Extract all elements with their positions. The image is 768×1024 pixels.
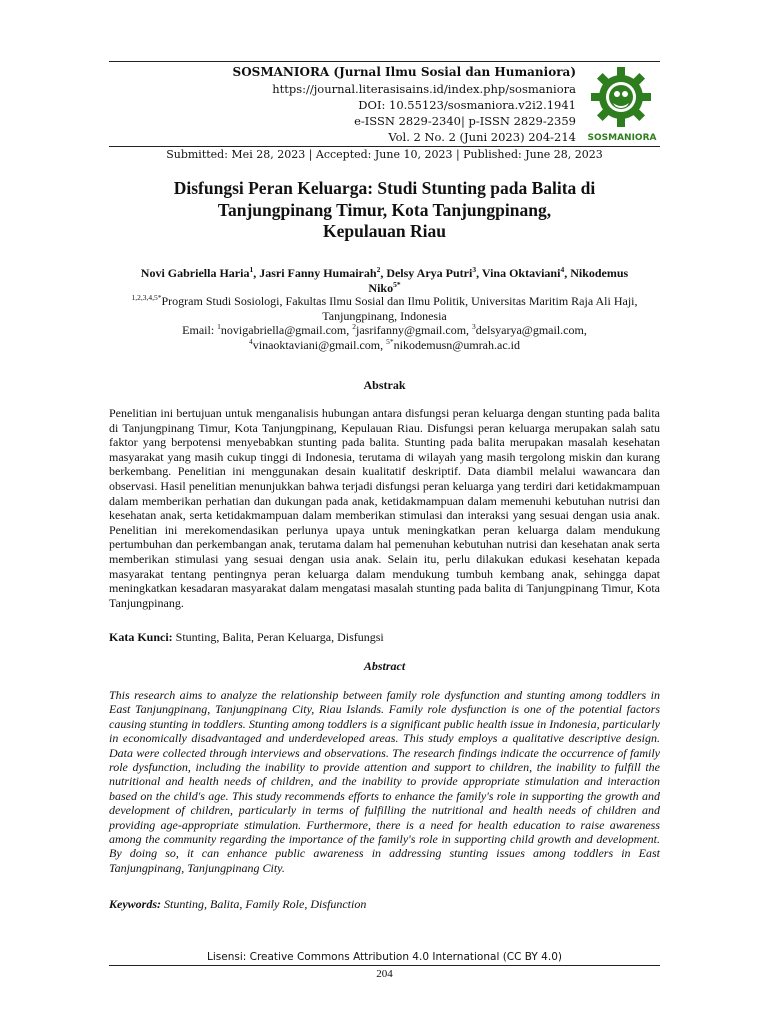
author-1: Novi Gabriella Haria (140, 266, 250, 280)
abstrak-body: Penelitian ini bertujuan untuk menganalisis hubungan antara disfungsi peran keluarga dengan stunting pada balita di Tanjungpinang Timur, Kota Tanjungpinang, Kepulauan Riau. Disfungsi peran keluarga merupakan salah satu faktor yang berpotensi menyebabkan stunting pada balita. Stunting pada balita merupakan masalah kesehatan masyarakat yang masih cukup tinggi di Indonesia, terutama di wilayah yang masih tergolong miskin dan kurang berkembang. Penelitian ini menggunakan desain kualitatif deskriptif. Data diambil melalui wawancara dan observasi. Hasil penelitian menunjukkan bahwa terjadi disfungsi peran keluarga yang terdiri dari ketidakmampuan dalam memberikan perhatian dan dukungan pada anak, ketidakmampuan dalam memenuhi kebutuhan nutrisi dan kesehatan anak, serta ketidakmampuan dalam memberikan stimulasi dan interaksi yang sesuai dengan usia anak. Penelitian ini merekomendasikan perlunya upaya untuk meningkatkan peran keluarga dalam mendukung pertumbuhan dan perkembangan anak, terutama dalam hal pemenuhan kebutuhan nutrisi dan kesehatan anak serta memberikan stimulasi yang sesuai dengan usia anak. Selain itu, perlu dilakukan edukasi kesehatan kepada masyarakat tentang pentingnya peran keluarga dalam mendukung tumbuh kembang anak, sehingga dapat meningkatkan kesadaran masyarakat dalam mengatasi masalah stunting pada balita di Tanjungpinang Timur, Kota Tanjungpinang. (109, 406, 660, 610)
author-4: Vina Oktaviani (481, 266, 561, 280)
svg-text:SOSMANIORA: SOSMANIORA (587, 133, 657, 143)
footer-rule (109, 965, 660, 966)
email-1[interactable]: novigabriella@gmail.com, (220, 323, 353, 337)
header-top-rule (109, 61, 660, 62)
author-2: Jasri Fanny Humairah (259, 266, 377, 280)
submission-dates: Submitted: Mei 28, 2023 | Accepted: June 10, 2023 | Published: June 28, 2023 (166, 148, 603, 161)
license-note: Lisensi: Creative Commons Attribution 4.0 International (CC BY 4.0) (207, 951, 562, 963)
page-number: 204 (376, 968, 393, 980)
journal-volume: Vol. 2 No. 2 (Juni 2023) 204-214 (388, 130, 576, 144)
journal-issn: e-ISSN 2829-2340| p-ISSN 2829-2359 (354, 114, 576, 128)
abstract-body: This research aims to analyze the relationship between family role dysfunction and stunting among toddlers in East Tanjungpinang, Tanjungpinang City, Riau Islands. Family role dysfunction is one of the potential factors causing stunting in toddlers. Stunting among toddlers is a significant public health issue in Indonesia, particularly in economically disadvantaged and underdeveloped areas. This study employs a qualitative descriptive design. Data were collected through interviews and observations. The research findings indicate the occurrence of family role dysfunction, including the inability to provide attention and support to children, the inability to fulfill the nutritional and health needs of children, and the inability to provide appropriate stimulation and interaction based on the child's age. This study recommends efforts to enhance the family's role in supporting the growth and development of children, particularly in terms of fulfilling the nutritional and health needs of children and providing age-appropriate stimulation. Furthermore, there is a need for health education to raise awareness among the community regarding the importance of the family's role in supporting child growth and development. By doing so, it can enhance public awareness in addressing stunting issues among toddlers in East Tanjungpinang, Tanjungpinang City. (109, 688, 660, 875)
sosmaniora-logo (584, 64, 660, 148)
journal-name: SOSMANIORA (Jurnal Ilmu Sosial dan Humaniora) (232, 65, 576, 79)
author-3: Delsy Arya Putri (386, 266, 473, 280)
header-bottom-rule (109, 146, 660, 147)
affiliation: $^{1,2,3,4,5*}$Program Studi Sosiologi, Fakultas Ilmu Sosial dan Ilmu Politik, Universitas Maritim Raja Ali Haji, Tanjungpinang, Indonesia (131, 293, 638, 323)
author-emails: Email: $^1$novigabriella@gmail.com, $^2$jasrifanny@gmail.com, $^3$delsyarya@gmail.com, $^4$vinaoktaviani@gmail.com, $^{5*}$nikodemusn@umrah.ac.id (182, 322, 587, 352)
author-5-last: Niko (368, 281, 394, 295)
keywords: Keywords: Stunting, Balita, Family Role, Disfunction (109, 897, 367, 911)
title-line-2: Tanjungpinang Timur, Kota Tanjungpinang, (217, 199, 552, 220)
email-2[interactable]: jasrifanny@gmail.com, (356, 323, 473, 337)
journal-url[interactable]: https://journal.literasisains.id/index.php/sosmaniora (272, 82, 576, 96)
article-title (109, 178, 660, 243)
title-line-3: Kepulauan Riau (322, 221, 447, 241)
author-list: Novi Gabriella Haria$^1$, Jasri Fanny Humairah$^2$, Delsy Arya Putri$^3$, Vina Oktaviani$^4$, Nikodemus Niko$^{5*}$ (140, 265, 629, 295)
email-5[interactable]: nikodemusn@umrah.ac.id (393, 337, 520, 352)
author-5-first: Nikodemus (570, 266, 629, 280)
email-3[interactable]: delsyarya@gmail.com, (475, 323, 587, 337)
abstrak-heading: Abstrak (363, 378, 406, 392)
abstract-heading: Abstract (363, 659, 406, 673)
article-doi[interactable]: DOI: 10.55123/sosmaniora.v2i2.1941 (358, 98, 576, 112)
email-4[interactable]: vinaoktaviani@gmail.com, (252, 337, 387, 352)
kata-kunci: Kata Kunci: Stunting, Balita, Peran Keluarga, Disfungsi (109, 630, 384, 644)
title-line-1: Disfungsi Peran Keluarga: Studi Stunting pada Balita di (173, 178, 596, 198)
